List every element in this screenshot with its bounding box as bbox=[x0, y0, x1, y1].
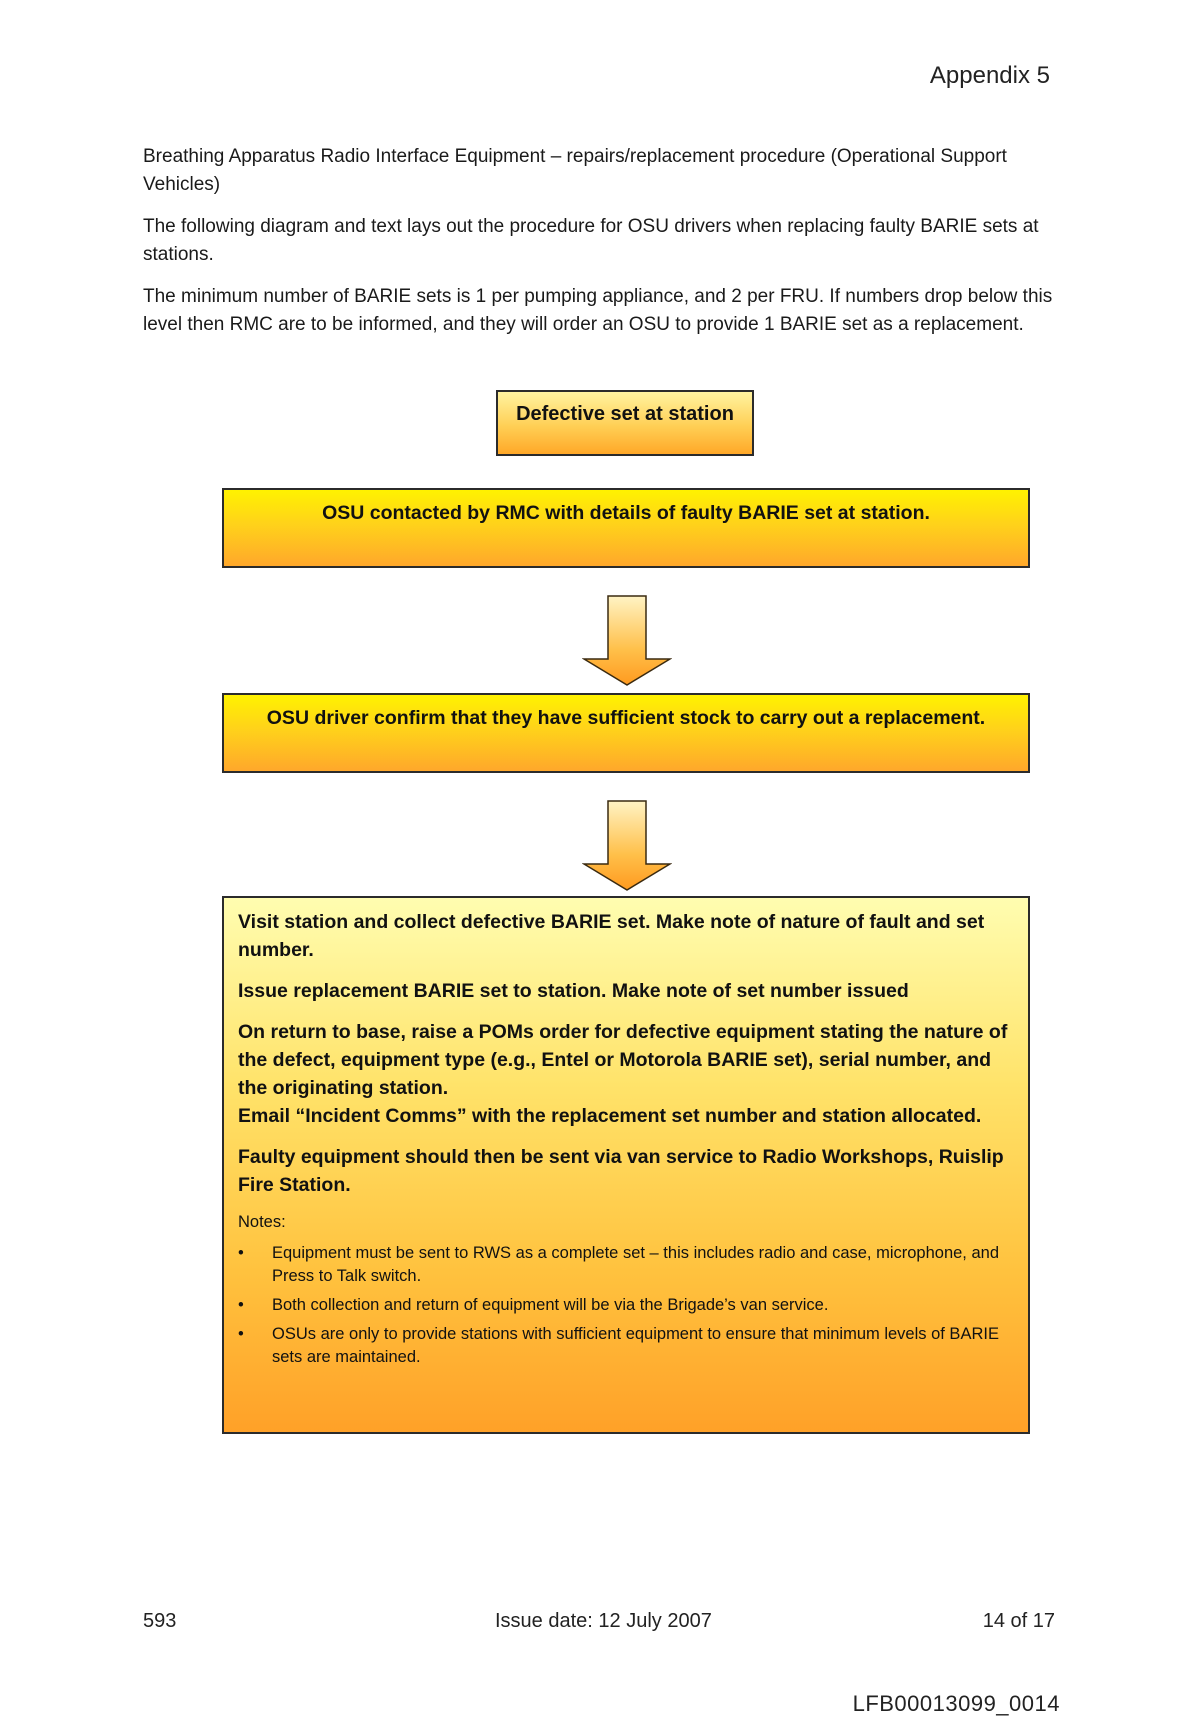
appendix-label: Appendix 5 bbox=[929, 62, 1050, 89]
notes-label: Notes: bbox=[238, 1213, 286, 1231]
intro-paragraph-1: The following diagram and text lays out the procedure for OSU drivers when replacing faulty BARIE sets at stations. bbox=[143, 216, 1039, 265]
bullet-icon: • bbox=[238, 1244, 244, 1262]
note-item bbox=[238, 1242, 1014, 1288]
down-arrow-icon bbox=[582, 800, 672, 892]
footer-page-number: 14 of 17 bbox=[982, 1610, 1055, 1632]
document-title: Breathing Apparatus Radio Interface Equipment – repairs/replacement procedure (Operational Support Vehicles) bbox=[143, 146, 1007, 195]
note-text: Equipment must be sent to RWS as a complete set – this includes radio and case, microphone, and Press to Talk switch. bbox=[272, 1244, 1000, 1285]
footer-issue-date: Issue date: 12 July 2007 bbox=[495, 1610, 712, 1632]
flow-final-box bbox=[222, 896, 1030, 1434]
down-arrow-icon bbox=[582, 595, 672, 687]
note-text: OSUs are only to provide stations with sufficient equipment to ensure that minimum levels of BARIE sets are maintained. bbox=[272, 1325, 999, 1366]
final-step-issue: Issue replacement BARIE set to station. Make note of set number issued bbox=[238, 980, 909, 1002]
footer-reference-number: 593 bbox=[143, 1610, 177, 1632]
note-item bbox=[238, 1323, 1014, 1369]
flow-start-box: Defective set at station bbox=[496, 390, 754, 456]
document-id: LFB00013099_0014 bbox=[852, 1691, 1060, 1716]
flow-step-1-box: OSU contacted by RMC with details of faulty BARIE set at station. bbox=[222, 488, 1030, 568]
final-step-email: Email “Incident Comms” with the replacement set number and station allocated. bbox=[238, 1105, 982, 1127]
final-step-send: Faulty equipment should then be sent via van service to Radio Workshops, Ruislip Fire Station. bbox=[238, 1146, 1004, 1196]
bullet-icon: • bbox=[238, 1325, 244, 1343]
note-text: Both collection and return of equipment will be via the Brigade’s van service. bbox=[272, 1296, 829, 1314]
note-item bbox=[238, 1294, 1014, 1317]
intro-paragraph-2: The minimum number of BARIE sets is 1 per pumping appliance, and 2 per FRU. If numbers drop below this level then RMC are to be informed, and they will order an OSU to provide 1 BARIE set as a replacement. bbox=[143, 286, 1053, 335]
final-step-pom-order: On return to base, raise a POMs order for defective equipment stating the nature of the defect, equipment type (e.g., Entel or Motorola BARIE set), serial number, and the originating station. bbox=[238, 1021, 1008, 1099]
flow-step-2-box: OSU driver confirm that they have sufficient stock to carry out a replacement. bbox=[222, 693, 1030, 773]
notes-list bbox=[238, 1242, 1014, 1369]
bullet-icon: • bbox=[238, 1296, 244, 1314]
final-step-collect: Visit station and collect defective BARIE set. Make note of nature of fault and set number. bbox=[238, 911, 985, 961]
